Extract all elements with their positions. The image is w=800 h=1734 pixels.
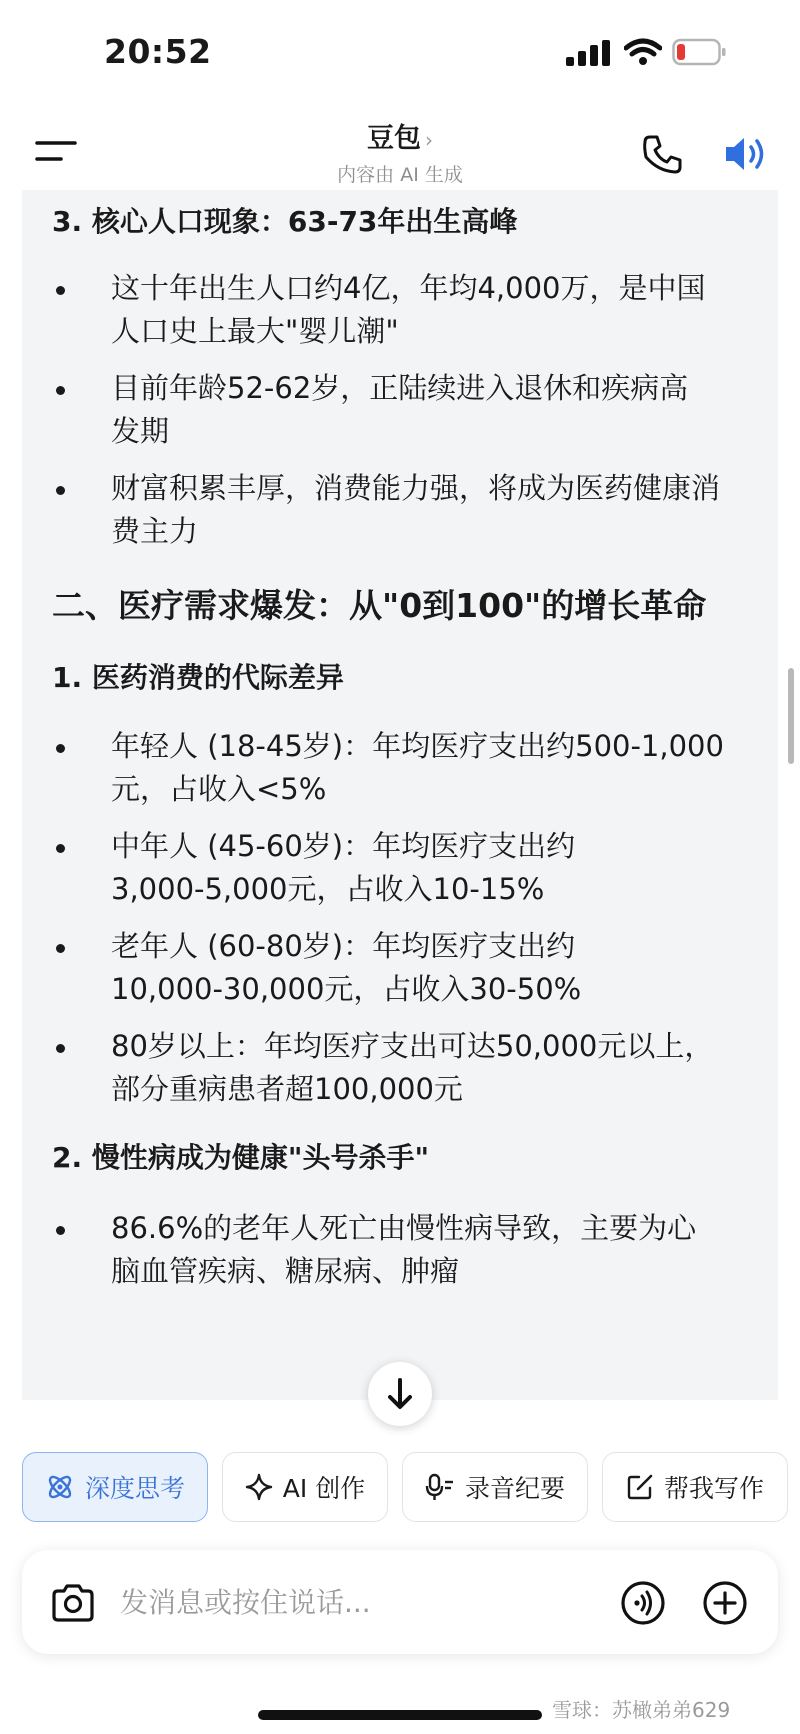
bullet-dot [56, 386, 65, 395]
bullet-dot [56, 944, 65, 953]
chip-label: AI 创作 [282, 1474, 366, 1503]
chip-label: 帮我写作 [663, 1474, 764, 1503]
ai-generated-notice: 内容由 AI 生成 [337, 164, 463, 186]
edit-icon [626, 1473, 654, 1501]
header-title: 豆包 [367, 123, 421, 154]
list-item-text: 部分重病患者超100,000元 [111, 1072, 463, 1106]
list-item-text: 中年人 (45-60岁)：年均医疗支出约 [111, 829, 576, 863]
list-item-text: 人口史上最大"婴儿潮" [111, 314, 399, 348]
help-me-write-button[interactable] [602, 1452, 788, 1522]
phone-call-icon[interactable] [640, 132, 684, 176]
message-input-bar [22, 1550, 778, 1654]
list-item-text: 目前年龄52-62岁，正陆续进入退休和疾病高 [111, 371, 689, 405]
status-time: 20:52 [104, 32, 212, 71]
list-item-text: 3,000-5,000元，占收入10-15% [111, 872, 545, 906]
bullet-dot [56, 286, 65, 295]
message-input[interactable] [120, 1576, 540, 1628]
list-item-text: 元，占收入<5% [111, 772, 327, 806]
scrollbar[interactable] [788, 668, 794, 764]
bullet-dot [56, 486, 65, 495]
list-item-text: 86.6%的老年人死亡由慢性病导致，主要为心 [111, 1211, 697, 1245]
list-item-text: 财富积累丰厚，消费能力强，将成为医药健康消 [111, 471, 721, 505]
chip-label: 录音纪要 [464, 1474, 565, 1503]
list-item-text: 年轻人 (18-45岁)：年均医疗支出约500-1,000 [111, 729, 724, 763]
speaker-icon[interactable] [722, 132, 768, 176]
watermark: 雪球：苏橄弟弟629 [552, 1698, 731, 1722]
arrow-down-icon [368, 1362, 432, 1426]
bullet-dot [56, 844, 65, 853]
home-indicator[interactable] [258, 1710, 542, 1720]
chat-header [0, 100, 800, 192]
bullet-dot [56, 1226, 65, 1235]
signal-icon [566, 40, 610, 66]
subsection-heading: 1. 医药消费的代际差异 [52, 661, 344, 694]
camera-icon[interactable] [50, 1582, 96, 1624]
list-item-text: 费主力 [111, 514, 199, 548]
bullet-dot [56, 744, 65, 753]
chip-label: 深度思考 [84, 1474, 185, 1503]
recording-notes-button[interactable] [402, 1452, 588, 1522]
list-item-text: 80岁以上：年均医疗支出可达50,000元以上， [111, 1029, 714, 1063]
deep-think-button[interactable] [22, 1452, 208, 1522]
section-heading: 二、医疗需求爆发：从"0到100"的增长革命 [52, 586, 707, 625]
list-item-text: 发期 [111, 414, 170, 448]
ai-create-button[interactable] [222, 1452, 388, 1522]
assistant-message [22, 190, 778, 1400]
voice-wave-icon[interactable] [620, 1580, 666, 1626]
mic-icon [425, 1472, 455, 1502]
sparkle-icon [245, 1473, 273, 1501]
bullet-dot [56, 1044, 65, 1053]
chevron-right-icon: › [425, 128, 433, 152]
list-item-text: 脑血管疾病、糖尿病、肿瘤 [111, 1254, 460, 1288]
atom-icon [45, 1472, 75, 1502]
section-heading: 3. 核心人口现象：63-73年出生高峰 [52, 205, 518, 238]
wifi-icon [624, 38, 662, 66]
list-item-text: 这十年出生人口约4亿，年均4,000万，是中国 [111, 271, 706, 305]
scroll-to-bottom-button[interactable] [368, 1362, 432, 1426]
list-item-text: 10,000-30,000元，占收入30-50% [111, 972, 582, 1006]
status-bar [0, 0, 800, 100]
subsection-heading: 2. 慢性病成为健康"头号杀手" [52, 1141, 430, 1174]
battery-icon [672, 38, 726, 66]
plus-icon[interactable] [702, 1580, 748, 1626]
list-item-text: 老年人 (60-80岁)：年均医疗支出约 [111, 929, 576, 963]
